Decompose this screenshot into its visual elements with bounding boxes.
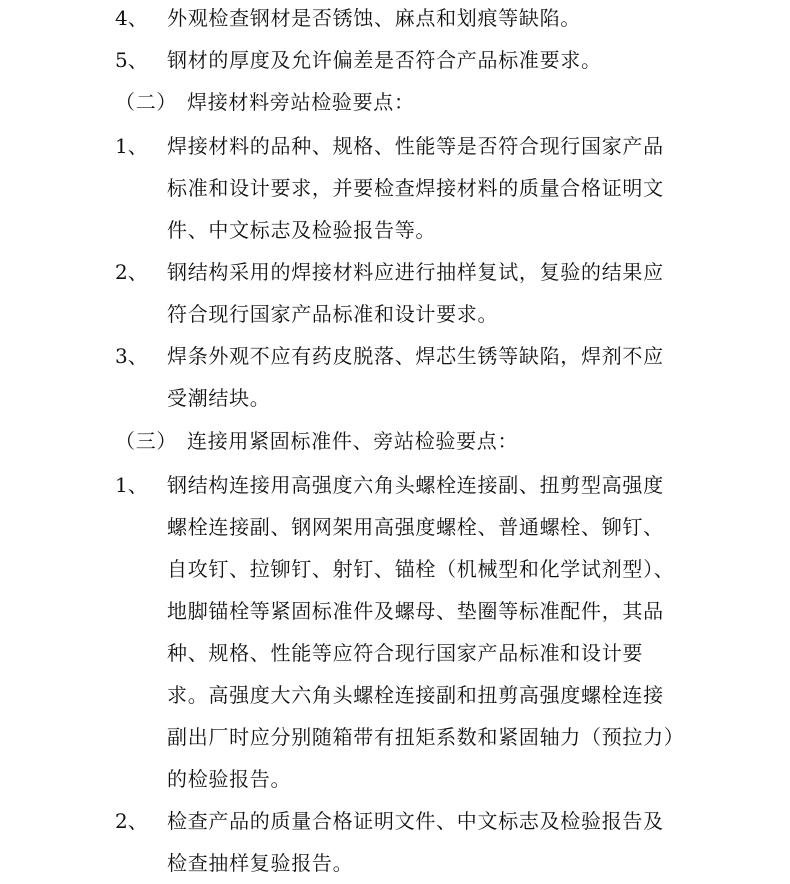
section-heading-text: 焊接材料旁站检验要点： [187, 90, 415, 114]
list-item [115, 800, 675, 884]
list-item-number: 1、 [115, 134, 148, 158]
section-heading-number: （二） [115, 90, 178, 114]
list-item [115, 0, 675, 39]
section-heading [115, 81, 790, 123]
list-item [115, 125, 675, 251]
list-item-number: 2、 [115, 809, 148, 833]
list-item-number: 4、 [115, 6, 148, 30]
list-item [115, 251, 675, 335]
list-item-number: 2、 [115, 260, 148, 284]
list-item-text: 钢材的厚度及允许偏差是否符合产品标准要求。 [167, 48, 602, 72]
list-item-text: 焊接材料的品种、规格、性能等是否符合现行国家产品标准和设计要求，并要检查焊接材料的质量合格证明文件、中文标志及检验报告等。 [167, 134, 664, 242]
list-item-number: 5、 [115, 48, 148, 72]
section-heading-number: （三） [115, 429, 178, 453]
list-item [115, 464, 675, 800]
list-item-number: 3、 [115, 344, 148, 368]
section-heading [115, 420, 790, 462]
list-item-text: 钢结构采用的焊接材料应进行抽样复试，复验的结果应符合现行国家产品标准和设计要求。 [167, 260, 664, 326]
list-item [115, 335, 675, 419]
list-item-text: 检查产品的质量合格证明文件、中文标志及检验报告及检查抽样复验报告。 [167, 809, 664, 875]
list-item-number: 1、 [115, 473, 148, 497]
section-heading-text: 连接用紧固标准件、旁站检验要点： [187, 429, 519, 453]
list-item-text: 钢结构连接用高强度六角头螺栓连接副、扭剪型高强度螺栓连接副、钢网架用高强度螺栓、普通螺栓、铆钉、自攻钉、拉铆钉、射钉、锚栓（机械型和化学试剂型）、地脚锚栓等紧固标准件及螺母、垫圈等标准配件，其品种、规格、性能等应符合现行国家产品标准和设计要求。高强度大六角头螺栓连接副和扭剪高强度螺栓连接副出厂时应分别随箱带有扭矩系数和紧固轴力（预拉力）的检验报告。 [167, 473, 675, 791]
list-item [115, 39, 675, 81]
list-item-text: 外观检查钢材是否锈蚀、麻点和划痕等缺陷。 [167, 6, 581, 30]
list-item-text: 焊条外观不应有药皮脱落、焊芯生锈等缺陷，焊剂不应受潮结块。 [167, 344, 664, 410]
